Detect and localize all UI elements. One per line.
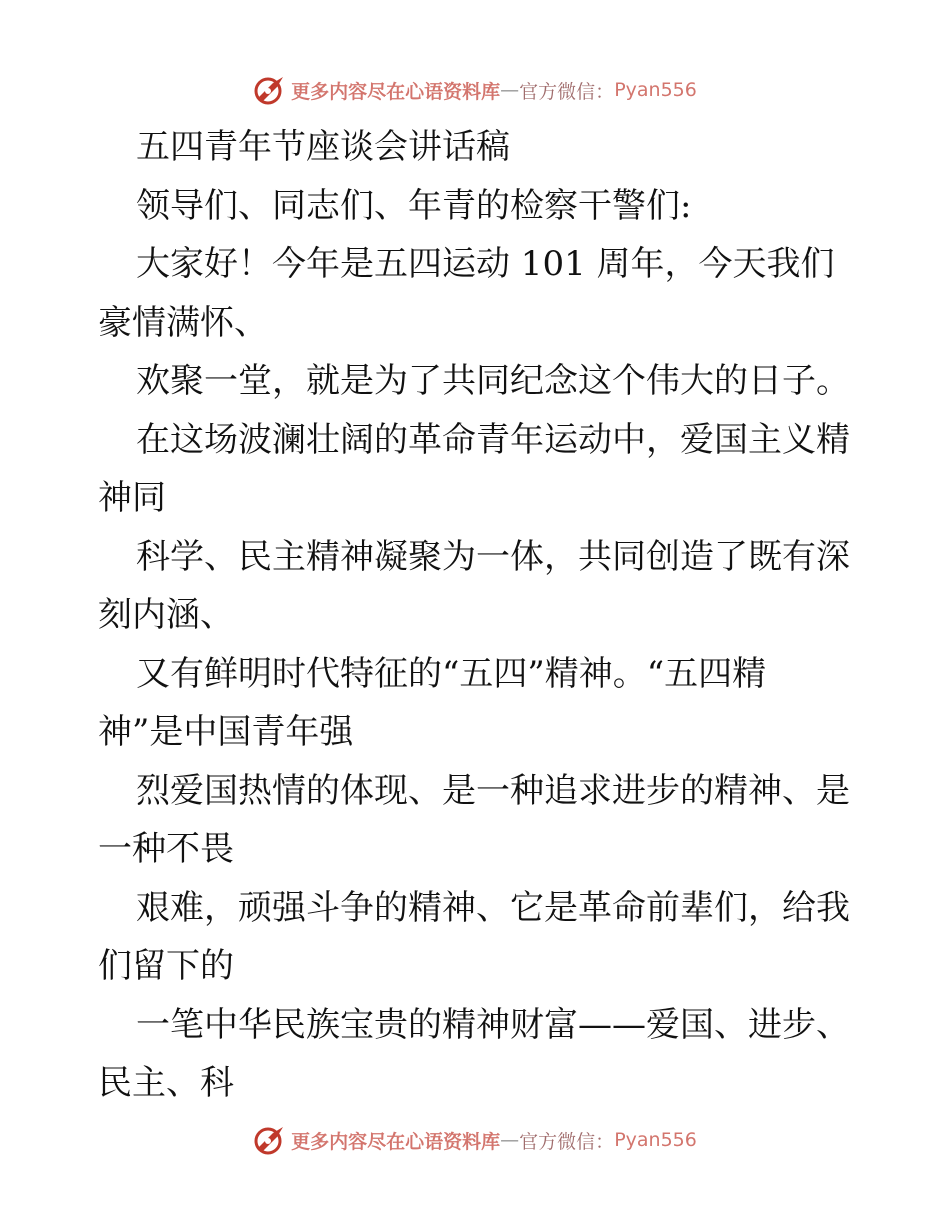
- document-body: [98, 118, 858, 1113]
- header-watermark: [0, 73, 950, 107]
- text-line: 又有鲜明时代特征的“五四”精神。“五四精: [136, 653, 767, 694]
- text-line: 神”是中国青年强: [98, 712, 354, 752]
- text-line: 刻内涵、: [98, 595, 234, 635]
- text-line: 烈爱国热情的体现、是一种追求进步的精神、是: [136, 770, 850, 811]
- document-title: 五四青年节座谈会讲话稿: [136, 127, 510, 167]
- watermark-wechat-label: 官方微信：: [519, 1130, 615, 1153]
- text-line: 一笔中华民族宝贵的精神财富——爱国、进步、: [136, 1004, 850, 1045]
- watermark-site-text: 更多内容尽在心语资料库: [291, 1130, 501, 1153]
- text-line: 大家好！今年是五四运动 101 周年，今天我们: [136, 244, 835, 284]
- watermark-wechat-label: 官方微信：: [519, 80, 615, 103]
- footer-watermark: [0, 1123, 950, 1157]
- text-line: 在这场波澜壮阔的革命青年运动中，爱国主义精: [136, 419, 850, 460]
- text-line: 领导们、同志们、年青的检察干警们:: [136, 185, 692, 226]
- watermark-separator: —: [500, 79, 520, 101]
- watermark-wechat-id: Pyan556: [614, 1129, 697, 1151]
- text-line: 艰难，顽强斗争的精神、它是革命前辈们，给我: [136, 887, 850, 928]
- text-line: 欢聚一堂，就是为了共同纪念这个伟大的日子。: [136, 361, 850, 401]
- watermark-site-text: 更多内容尽在心语资料库: [291, 80, 501, 103]
- watermark-wechat-id: Pyan556: [614, 79, 697, 101]
- text-line: 们留下的: [98, 946, 234, 986]
- text-line: 神同: [98, 478, 166, 518]
- text-line: 一种不畏: [98, 829, 234, 869]
- quill-logo-icon: [253, 73, 287, 107]
- watermark-separator: —: [500, 1129, 520, 1151]
- text-line: 民主、科: [98, 1063, 234, 1103]
- text-line: 科学、民主精神凝聚为一体，共同创造了既有深: [136, 536, 850, 577]
- quill-logo-icon: [253, 1123, 287, 1157]
- text-line: 豪情满怀、: [98, 302, 268, 343]
